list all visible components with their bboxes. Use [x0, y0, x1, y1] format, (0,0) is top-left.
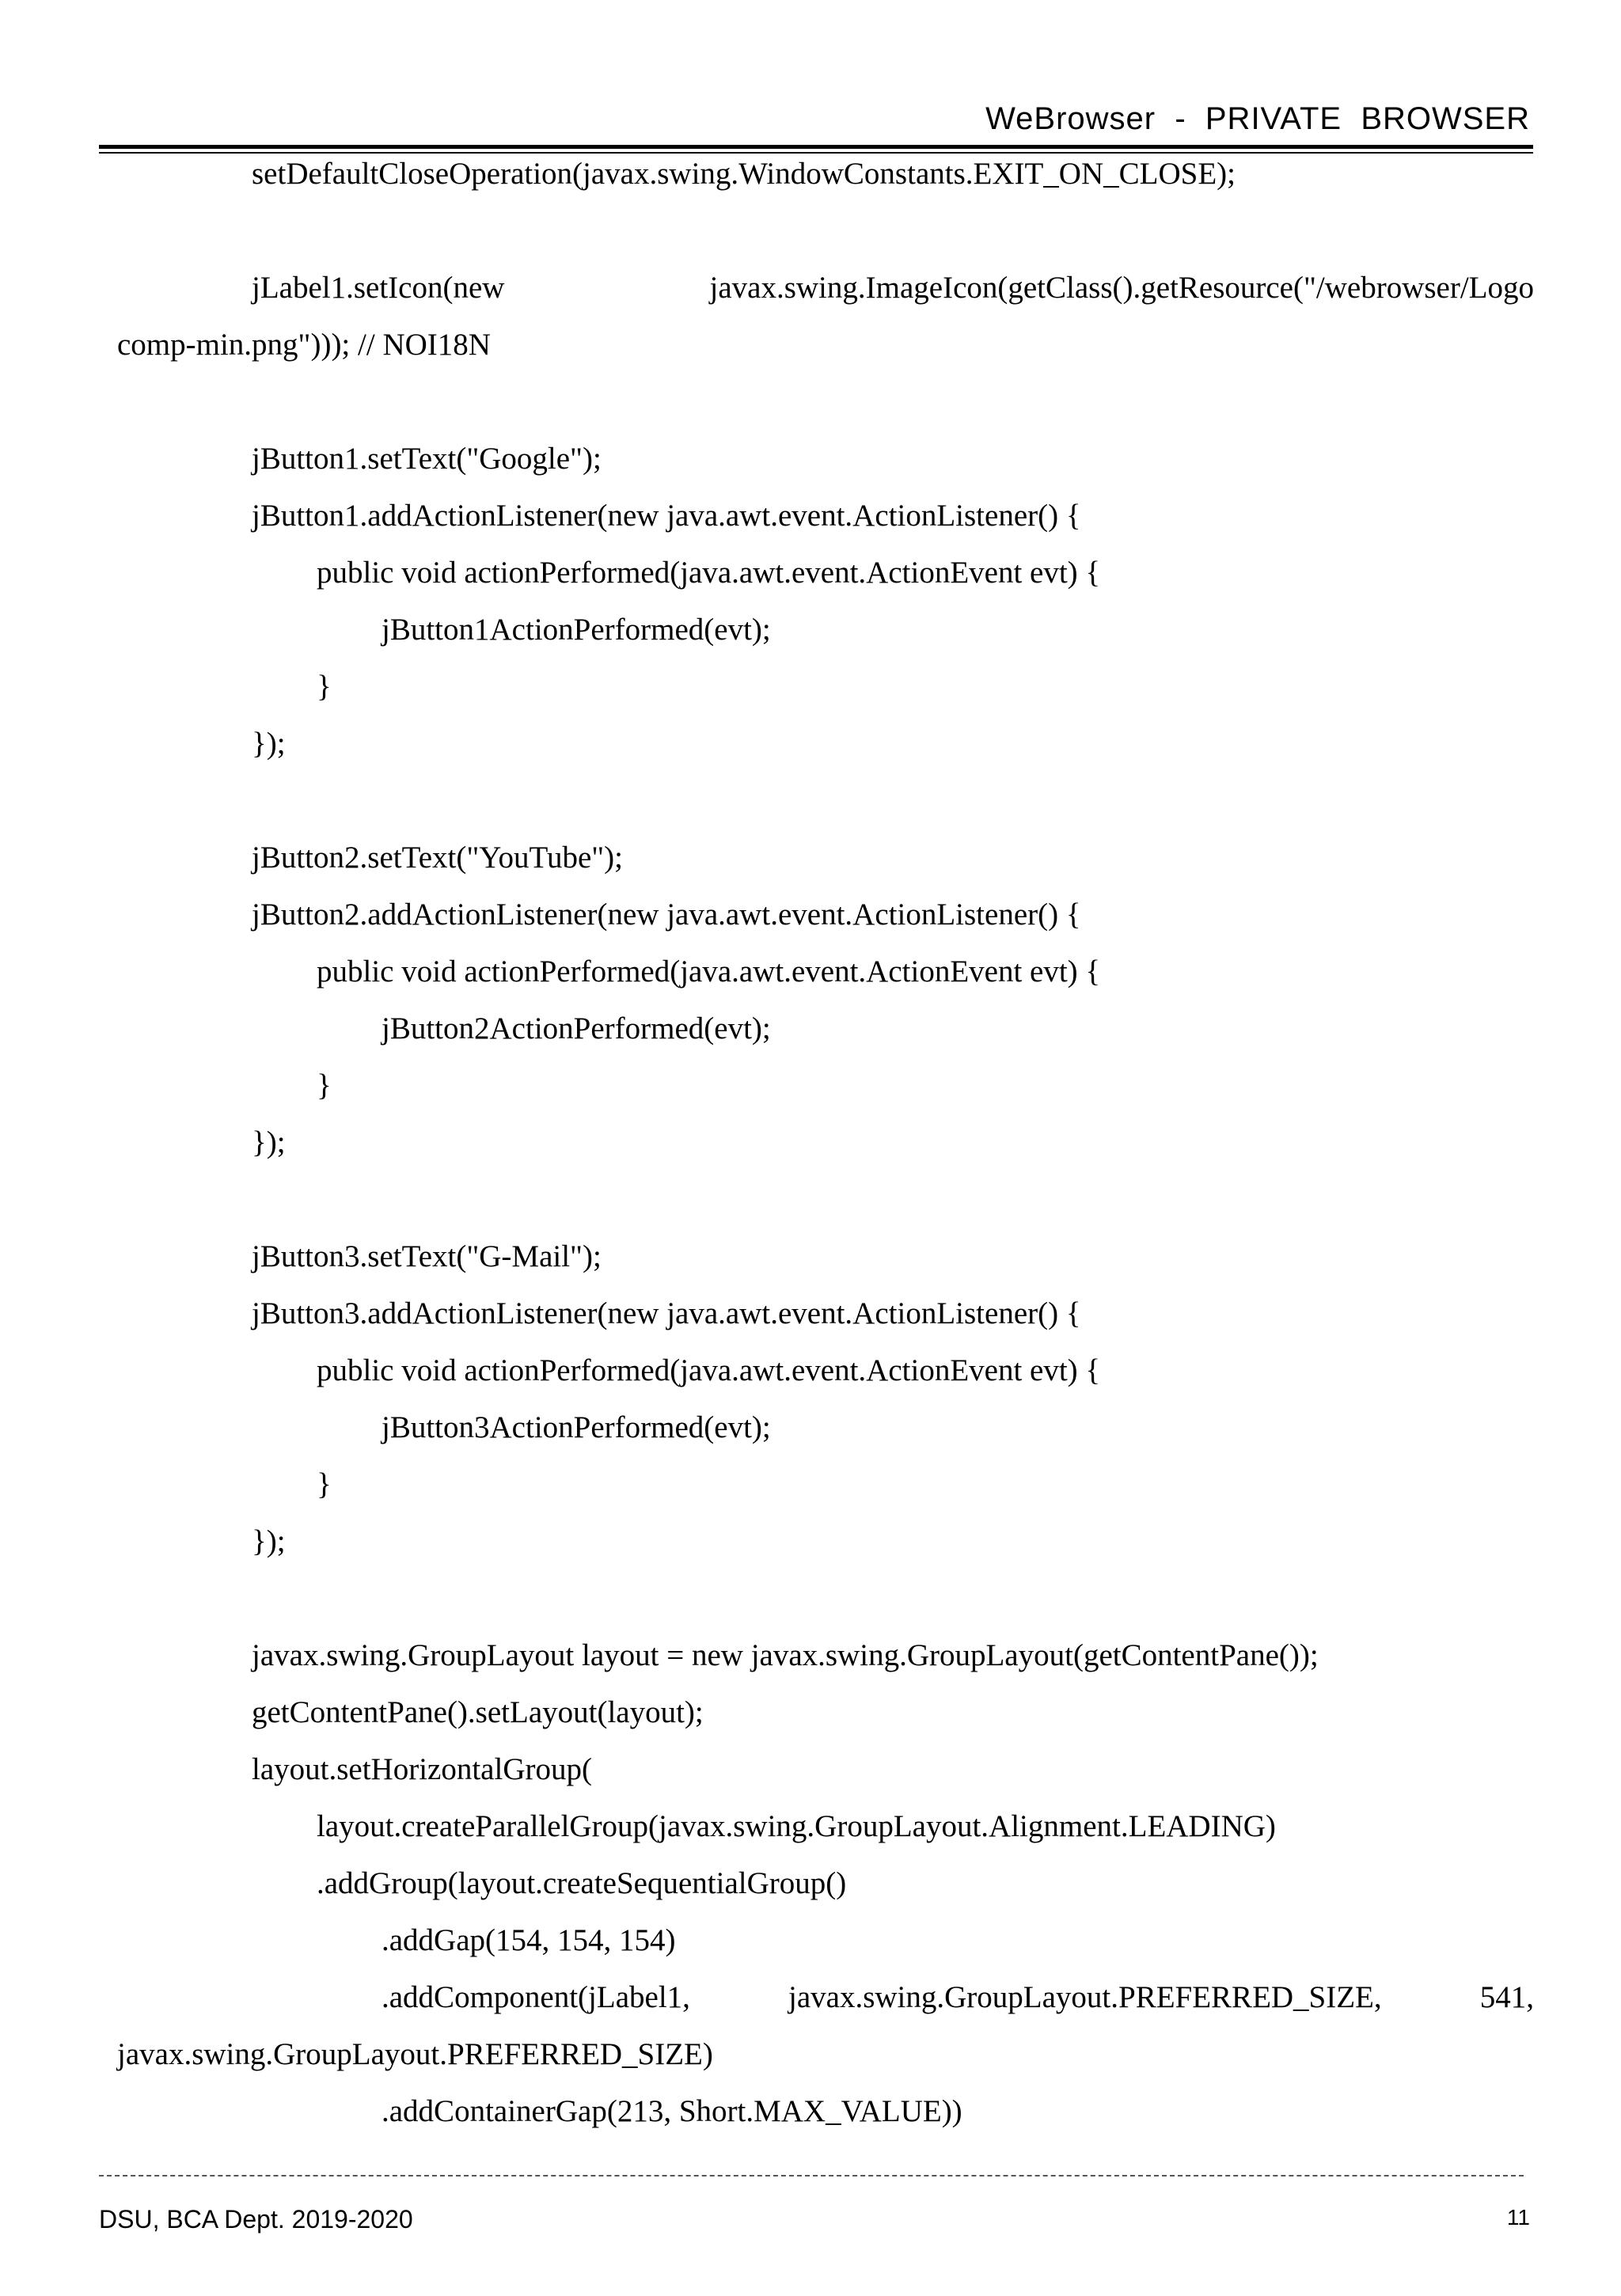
code-line: getContentPane().setLayout(layout);	[252, 1695, 704, 1729]
code-line: comp-min.png"))); // NOI18N	[117, 328, 491, 362]
code-line: });	[252, 1125, 286, 1159]
footer-department: DSU, BCA Dept. 2019-2020	[99, 2205, 413, 2233]
code-line: jButton2ActionPerformed(evt);	[382, 1011, 771, 1046]
code-line: jButton1.addActionListener(new java.awt.event.ActionListener() {	[252, 499, 1081, 533]
code-line: .addContainerGap(213, Short.MAX_VALUE))	[382, 2094, 962, 2128]
code-line: jButton3.setText("G-Mail");	[252, 1239, 602, 1273]
code-line: jButton1.setText("Google");	[252, 442, 602, 476]
code-line: public void actionPerformed(java.awt.event.ActionEvent evt) {	[317, 1353, 1101, 1387]
code-line: });	[252, 727, 286, 761]
code-line: jButton3ActionPerformed(evt);	[382, 1410, 771, 1444]
code-token: 541,	[1479, 1980, 1534, 2014]
page-header-title: WeBrowser - PRIVATE BROWSER	[985, 101, 1530, 136]
page-number: 11	[1506, 2205, 1530, 2230]
code-line: .addGroup(layout.createSequentialGroup()	[317, 1866, 847, 1900]
code-line: .addGap(154, 154, 154)	[382, 1923, 676, 1957]
code-line: jButton1ActionPerformed(evt);	[382, 613, 771, 647]
code-line: }	[317, 1068, 332, 1102]
code-line: javax.swing.GroupLayout.PREFERRED_SIZE)	[117, 2037, 713, 2071]
code-line: layout.setHorizontalGroup(	[252, 1752, 592, 1786]
code-line: jButton3.addActionListener(new java.awt.event.ActionListener() {	[252, 1296, 1081, 1330]
code-line: jButton2.setText("YouTube");	[252, 841, 624, 875]
code-line: javax.swing.GroupLayout layout = new javax.swing.GroupLayout(getContentPane());	[252, 1638, 1319, 1672]
code-line: }	[317, 670, 332, 704]
code-line: jButton2.addActionListener(new java.awt.event.ActionListener() {	[252, 898, 1081, 932]
code-line: layout.createParallelGroup(javax.swing.GroupLayout.Alignment.LEADING)	[317, 1809, 1276, 1843]
code-line: }	[317, 1467, 332, 1501]
code-line: setDefaultCloseOperation(javax.swing.WindowConstants.EXIT_ON_CLOSE);	[252, 157, 1236, 191]
footer-divider	[99, 2175, 1524, 2176]
code-token: .addComponent(jLabel1,	[382, 1980, 690, 2014]
code-line: public void actionPerformed(java.awt.event.ActionEvent evt) {	[317, 556, 1101, 590]
code-token: javax.swing.ImageIcon(getClass().getResource("/webrowser/Logo	[709, 271, 1534, 305]
code-token: jLabel1.setIcon(new	[252, 271, 505, 305]
code-line: public void actionPerformed(java.awt.event.ActionEvent evt) {	[317, 954, 1101, 989]
code-line-justified	[252, 271, 1534, 306]
code-token: javax.swing.GroupLayout.PREFERRED_SIZE,	[788, 1980, 1382, 2014]
code-line: });	[252, 1524, 286, 1558]
code-line-justified	[382, 1980, 1534, 2015]
